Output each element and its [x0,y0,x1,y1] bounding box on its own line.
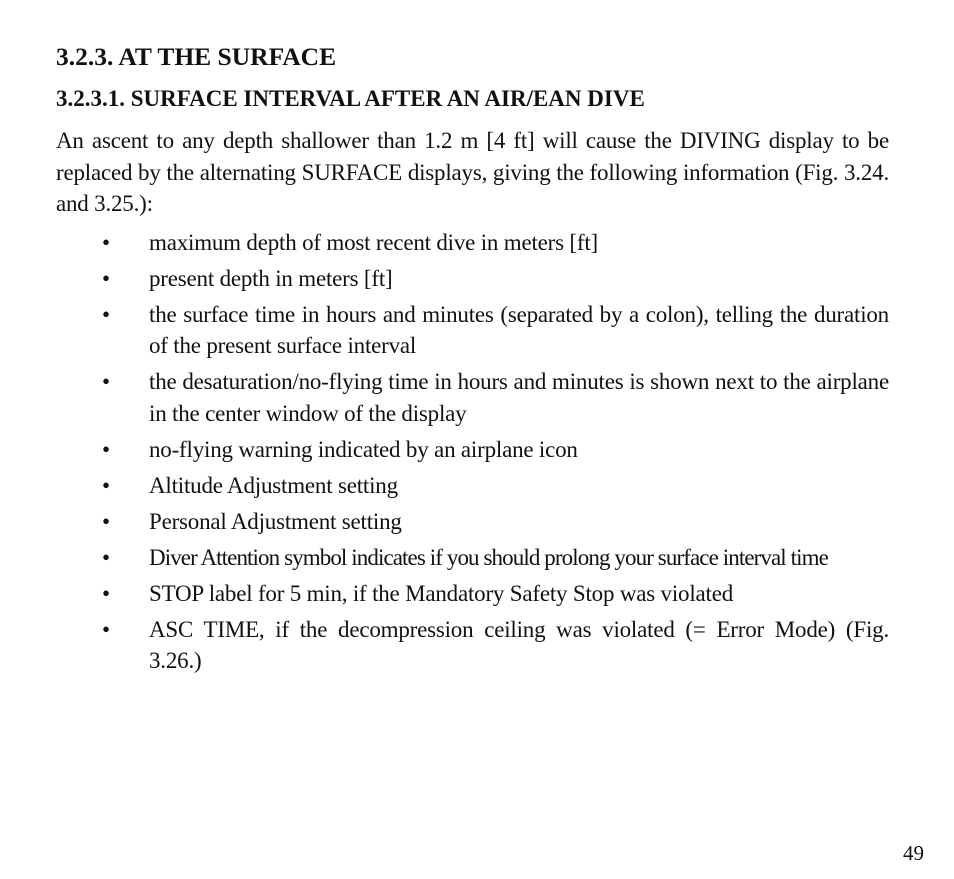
list-item [56,227,889,259]
bullet-marker: • [102,616,110,642]
bullet-marker: • [102,508,110,534]
bullet-marker: • [102,544,110,570]
list-item-text: the surface time in hours and minutes (separated by a colon), telling the duration of the present surface interval [149,301,889,358]
bullet-marker: • [102,580,110,606]
list-item [56,366,889,429]
list-item-text: STOP label for 5 min, if the Mandatory Safety Stop was violated [149,580,734,606]
bullet-marker: • [102,369,110,394]
list-item [56,434,889,466]
list-item-text: Diver Attention symbol indicates if you should prolong your surface interval time [149,544,828,570]
subsection-heading: 3.2.3.1. SURFACE INTERVAL AFTER AN AIR/EAN DIVE [56,86,645,111]
list-item [56,299,889,362]
surface-info-list [56,227,889,677]
bullet-marker: • [102,472,110,498]
list-item [56,470,889,502]
intro-paragraph: An ascent to any depth shallower than 1.2 m [4 ft] will cause the DIVING display to be replaced by the alternating SURFACE displays, giving the following information (Fig. 3.24. and 3.25.): [56,128,889,216]
list-item-text: Personal Adjustment setting [149,508,402,534]
list-item [56,578,889,610]
list-item [56,542,889,574]
list-item-text: present depth in meters [ft] [149,265,393,291]
manual-page [56,40,889,681]
list-item-text: ASC TIME, if the decompression ceiling was violated (= Error Mode) (Fig. 3.26.) [149,616,889,673]
list-item-text: the desaturation/no-flying time in hours and minutes is shown next to the airplane in the center window of the display [149,369,889,426]
bullet-marker: • [102,265,110,291]
bullet-marker: • [102,301,110,327]
bullet-marker: • [102,229,110,255]
list-item-text: maximum depth of most recent dive in meters [ft] [149,229,598,255]
list-item [56,614,889,677]
list-item [56,263,889,295]
bullet-marker: • [102,436,110,462]
list-item-text: no-flying warning indicated by an airplane icon [149,436,578,462]
section-heading: 3.2.3. AT THE SURFACE [56,42,337,71]
page-number: 49 [903,841,924,865]
list-item-text: Altitude Adjustment setting [149,472,398,498]
list-item [56,506,889,538]
